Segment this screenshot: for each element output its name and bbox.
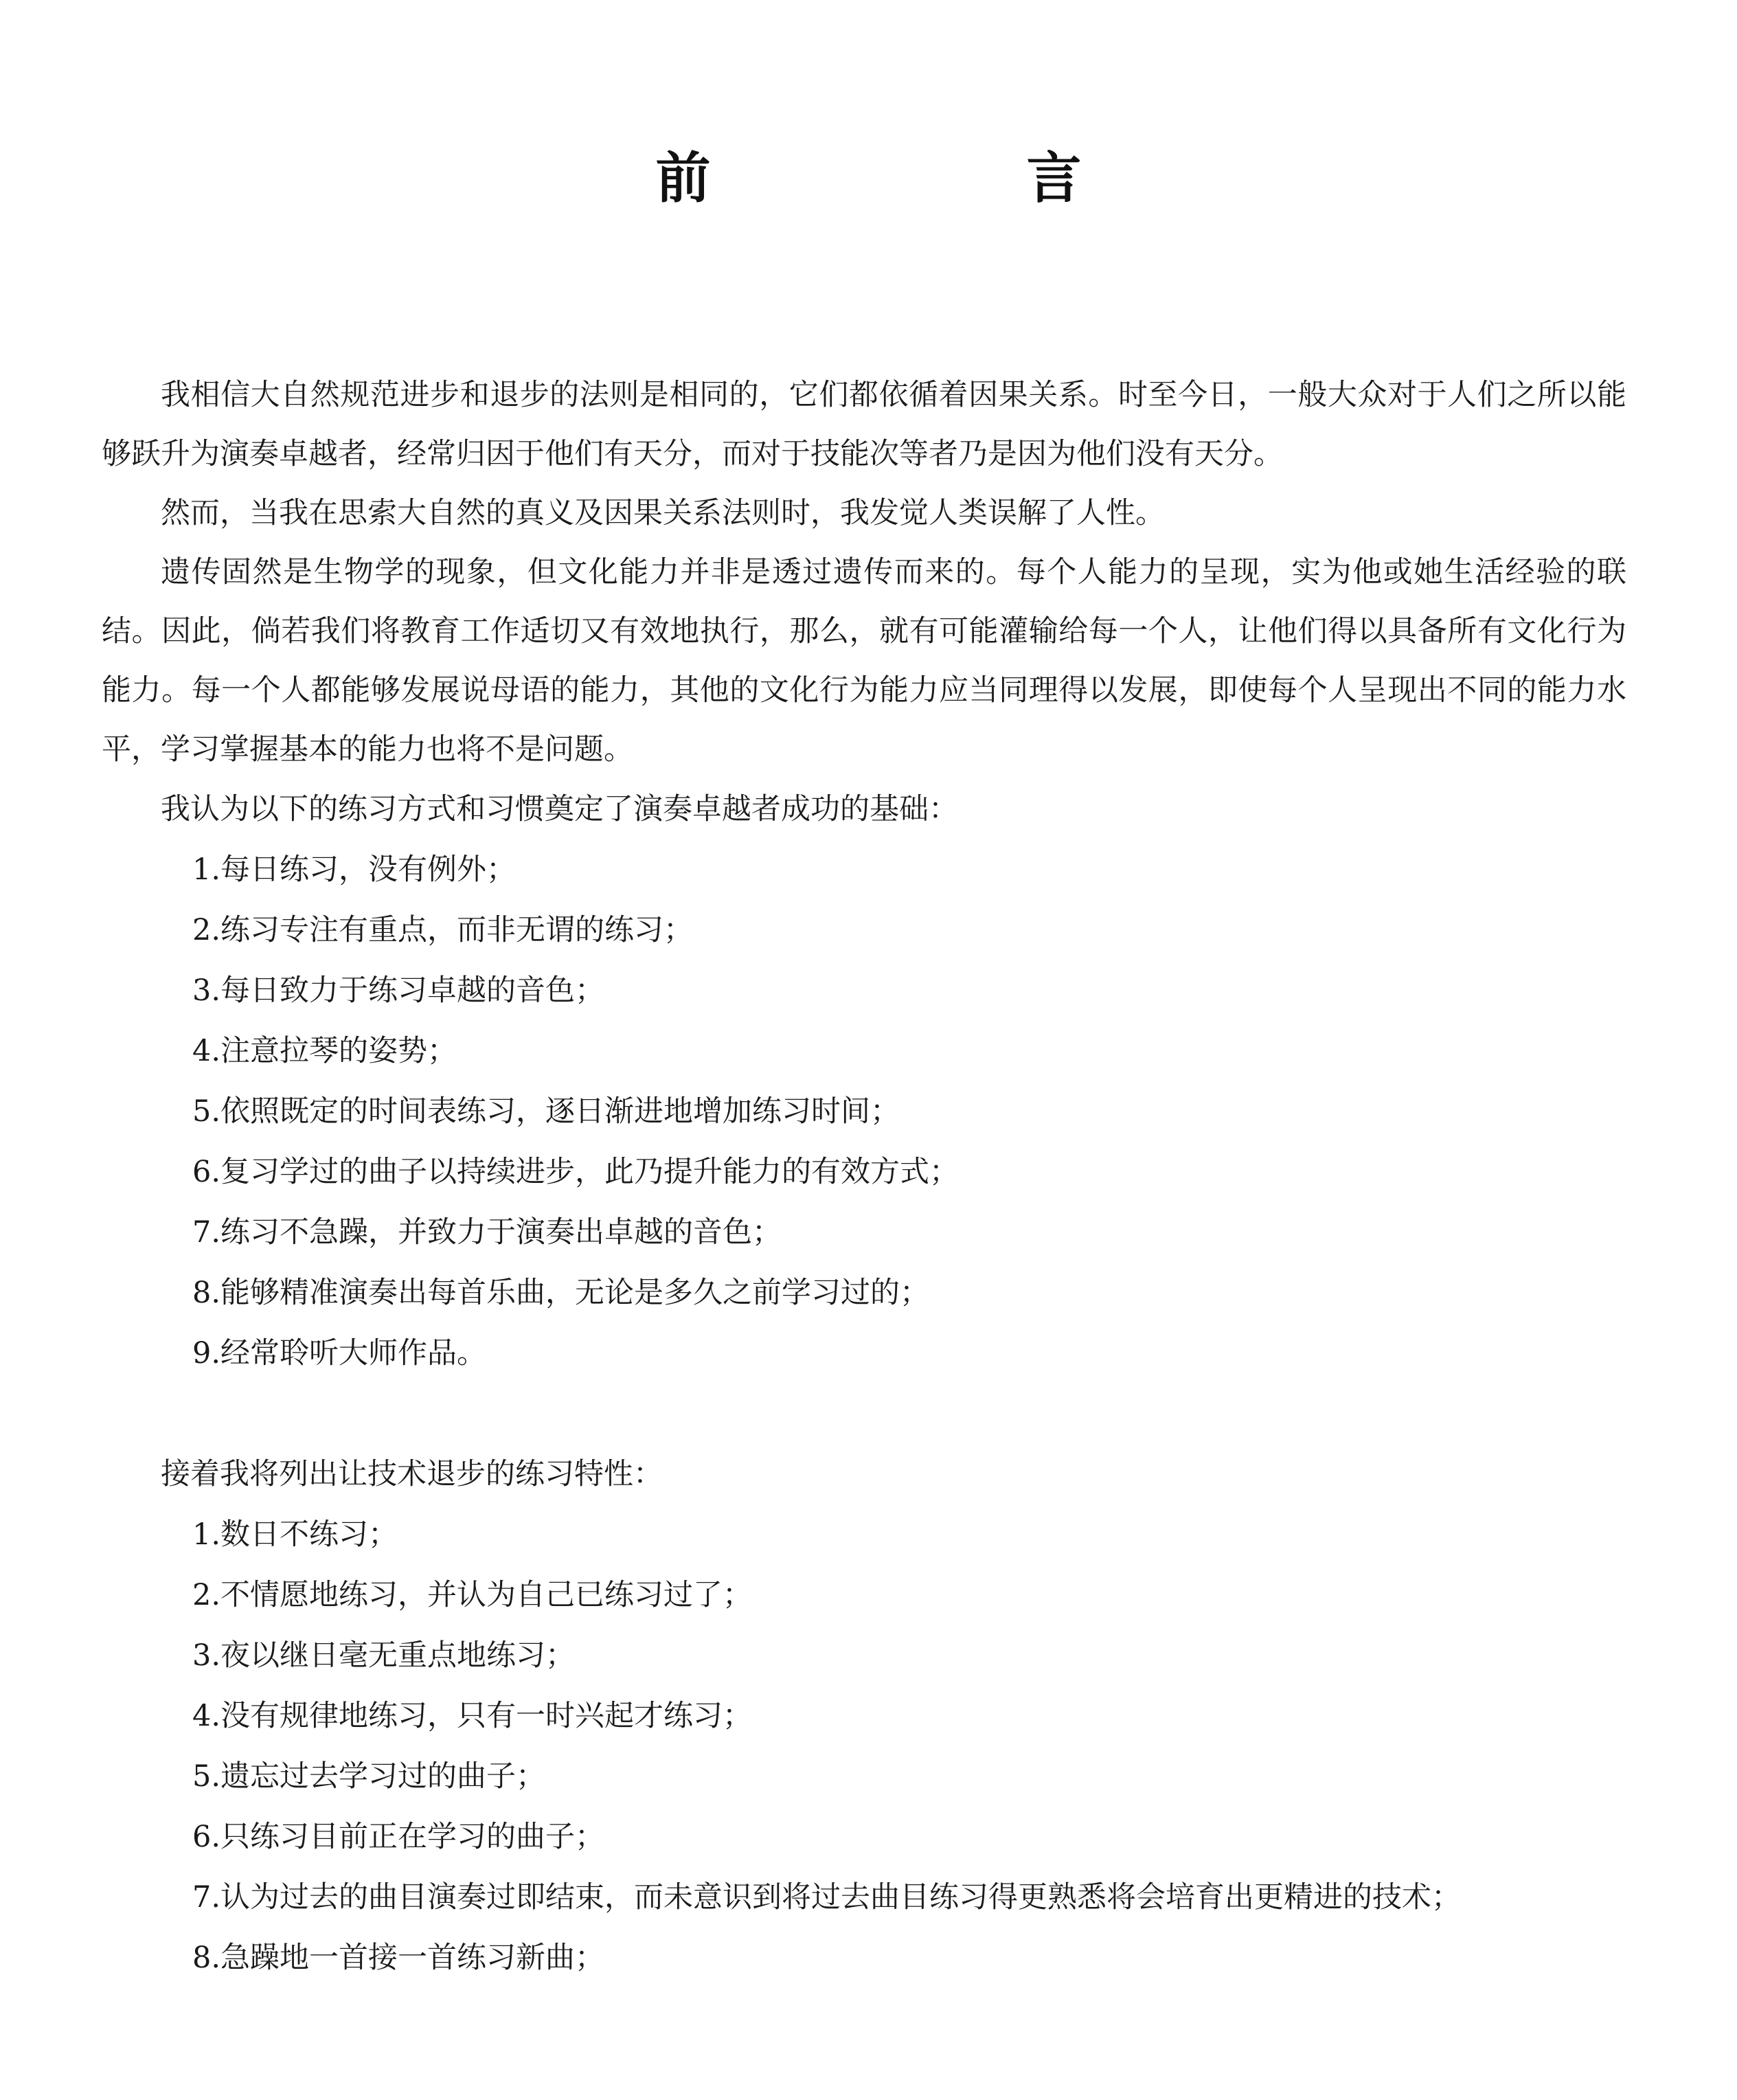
list-item: 1.每日练习，没有例外； (192, 853, 516, 887)
paragraph-1: 我相信大自然规范进步和退步的法则是相同的，它们都依循着因果关系。时至今日，一般大众对于人们之所以能够跃升为演奏卓越者，经常归因于他们有天分，而对于技能次等者乃是因为他们没有天分。 (102, 378, 1626, 471)
section-spacer (102, 1384, 1626, 1444)
good-habits-list (102, 839, 1626, 1384)
list-item: 4.注意拉琴的姿势； (192, 1034, 457, 1068)
list-item: 3.每日致力于练习卓越的音色； (192, 973, 605, 1008)
list-item: 3.夜以继日毫无重点地练习； (192, 1638, 576, 1673)
list-item: 4.没有规律地练习，只有一时兴起才练习； (192, 1699, 753, 1733)
paragraph-2: 然而，当我在思索大自然的真义及因果关系法则时，我发觉人类误解了人性。 (161, 496, 1165, 530)
list-item: 1.数日不练习； (192, 1517, 398, 1552)
list-item: 7.认为过去的曲目演奏过即结束，而未意识到将过去曲目练习得更熟悉将会培育出更精进的技术； (192, 1880, 1462, 1915)
bad-habits-intro: 接着我将列出让技术退步的练习特性： (161, 1457, 663, 1491)
bad-habits-list (102, 1504, 1626, 1988)
list-item: 2.不情愿地练习，并认为自己已练习过了； (192, 1578, 753, 1612)
list-item: 6.只练习目前正在学习的曲子； (192, 1820, 605, 1854)
page-title: 前 言 (655, 146, 1212, 210)
good-habits-intro: 我认为以下的练习方式和习惯奠定了演奏卓越者成功的基础： (161, 792, 958, 826)
paragraph-3: 遗传固然是生物学的现象，但文化能力并非是透过遗传而来的。每个人能力的呈现，实为他或她生活经验的联结。因此，倘若我们将教育工作适切又有效地执行，那么，就有可能灌输给每一个人，让他们得以具备所有文化行为能力。每一个人都能够发展说母语的能力，其他的文化行为能力应当同理得以发展，即使每个人呈现出不同的能力水平，学习掌握基本的能力也将不是问题。 (102, 555, 1626, 767)
list-item: 2.练习专注有重点，而非无谓的练习； (192, 913, 694, 947)
list-item: 6.复习学过的曲子以持续进步，此乃提升能力的有效方式； (192, 1155, 960, 1189)
body-text (102, 365, 1626, 1988)
list-item: 8.能够精准演奏出每首乐曲，无论是多久之前学习过的； (192, 1276, 930, 1310)
list-item: 7.练习不急躁，并致力于演奏出卓越的音色； (192, 1215, 782, 1250)
list-item: 5.遗忘过去学习过的曲子； (192, 1759, 546, 1794)
list-item: 5.依照既定的时间表练习，逐日渐进地增加练习时间； (192, 1094, 900, 1129)
list-item: 8.急躁地一首接一首练习新曲； (192, 1941, 605, 1975)
list-item: 9.经常聆听大师作品。 (192, 1336, 487, 1370)
